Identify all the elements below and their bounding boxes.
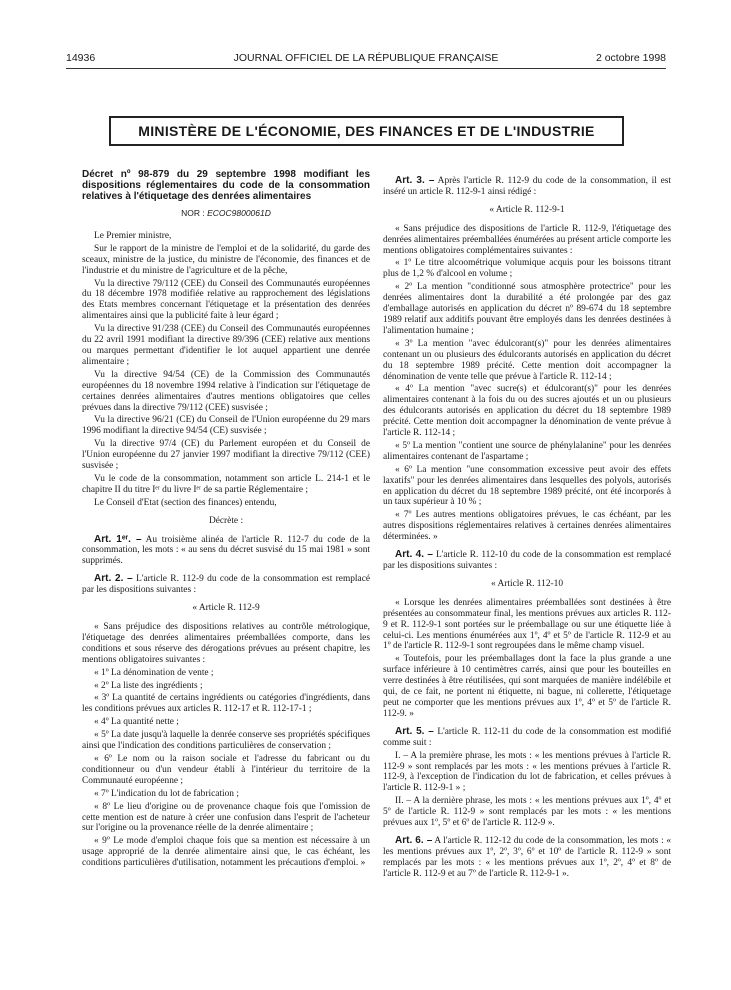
paragraph: « 1º Le titre alcoométrique volumique acquis pour les boissons titrant plus de 1,2 % d'alcool en volume ; xyxy=(383,258,671,280)
article-paragraph xyxy=(383,836,671,880)
nor-label: NOR : xyxy=(181,208,205,218)
article-label: Art. 5. – xyxy=(395,725,434,737)
paragraph: « 1º La dénomination de vente ; xyxy=(94,667,214,678)
article-paragraph xyxy=(82,574,370,596)
article-label: Art. 4. – xyxy=(395,549,433,561)
header-rule xyxy=(66,68,666,69)
publication-date: 2 octobre 1998 xyxy=(595,52,666,64)
page-header xyxy=(66,50,666,68)
nor-value: ECOC9800061D xyxy=(207,208,271,218)
article-text: Au troisième alinéa de l'article R. 112-7 du code de la consommation, les mots : « au sens du décret susvisé du 15 mai 1981 » sont supprimés. xyxy=(82,534,370,567)
paragraph: « 9º Le mode d'emploi chaque fois que sa mention est nécessaire à un usage approprié de la denrée alimentaire ainsi que, le cas échéant, les conditions particulières d'utilisation, notamment les précautions d'emploi. » xyxy=(82,836,370,869)
page-number: 14936 xyxy=(66,52,96,64)
article-label: Art. 2. – xyxy=(94,573,133,585)
paragraph: « 7º L'indication du lot de fabrication ; xyxy=(94,788,239,799)
paragraph: Vu la directive 94/54 (CE) de la Commission des Communautés européennes du 18 novembre 1994 relative à l'indication sur l'étiquetage de certaines denrées alimentaires d'autres mentions obligatoires que celles prévues dans la directive 79/112 (CEE) susvisée ; xyxy=(82,369,370,413)
paragraph: Le Premier ministre, xyxy=(94,230,172,241)
paragraph: « 2º La liste des ingrédients ; xyxy=(94,680,203,691)
left-column xyxy=(82,169,370,871)
paragraph: II. – A la dernière phrase, les mots : « les mentions prévues aux 1º, 4º et 5º de l'article R. 112-9 » sont remplacés par les mots : « les mentions prévues aux 1º, 5º et 6º de l'article R. 112-9 ». xyxy=(383,796,671,829)
decree-title: Décret nº 98-879 du 29 septembre 1998 modifiant les dispositions réglementaires du code de la consommation relatives à l'étiquetage des denrées alimentaires xyxy=(82,169,370,202)
section-heading: « Article R. 112-9-1 xyxy=(489,204,565,215)
paragraph: Vu la directive 91/238 (CEE) du Conseil des Communautés européennes du 22 avril 1991 modifiant la directive 89/396 (CEE) relative aux mentions ou marques permettant d'identifier le lot auquel appartient une denrée alimentaire ; xyxy=(82,324,370,367)
paragraph: « 3º La mention "avec édulcorant(s)" pour les denrées alimentaires contenant un ou plusieurs des édulcorants autorisés en application du décret du 18 septembre 1989 précité. Cette mention doit accompagner la dénomination de vente telle que prévue à l'article R. 112-14 ; xyxy=(383,338,671,382)
article-label: Art. 6. – xyxy=(395,834,433,846)
article-paragraph xyxy=(383,727,671,749)
section-heading: Décrète : xyxy=(208,515,244,526)
section-heading: « Article R. 112-10 xyxy=(490,578,564,589)
article-text: Après l'article R. 112-9 du code de la consommation, il est inséré un article R. 112-9-1 ainsi rédigé : xyxy=(383,176,672,197)
article-text: A l'article R. 112-12 du code de la consommation, les mots : « les mentions prévues aux 1º, 2º, 3º, 6º et 10º de l'article R. 112-9 » sont remplacés par les mots : « les mentions prévues aux 1º, 2º, 4º et 8º de l'article R. 112-9 et au 7º de l'article R. 112-9-1 ». xyxy=(383,835,672,879)
paragraph: « 7º Les autres mentions obligatoires prévues, le cas échéant, par les autres dispositions réglementaires relatives à certaines denrées alimentaires déterminées. » xyxy=(383,510,671,543)
paragraph: Vu le code de la consommation, notamment son article L. 214-1 et le chapitre II du titre Iᵉʳ du livre Iᵉʳ de sa partie Réglementaire ; xyxy=(82,473,370,495)
paragraph: Le Conseil d'Etat (section des finances) entendu, xyxy=(94,497,277,508)
article-label: Art. 3. – xyxy=(395,175,435,186)
article-paragraph xyxy=(383,550,671,572)
paragraph: « 5º La mention "contient une source de phénylalanine" pour les denrées alimentaires contenant de l'aspartame ; xyxy=(383,440,671,462)
paragraph: « 6º La mention "une consommation excessive peut avoir des effets laxatifs" pour les denrées alimentaires dans lesquelles des polyols, autorisés en application du décret du 18 septembre 1989 précité, ont été incorporés à un taux supérieur à 10 % ; xyxy=(383,464,671,508)
paragraph: I. – A la première phrase, les mots : « les mentions prévues à l'article R. 112-9 » sont remplacés par les mots : « les mentions prévues à l'article R. 112-9, à l'exception de l'indication du lot de fabrication, et celles prévues à l'article R. 112-9-1 » ; xyxy=(383,750,671,794)
article-text: L'article R. 112-9 du code de la consommation est remplacé par les dispositions suivantes : xyxy=(82,574,371,596)
ministry-banner: MINISTÈRE DE L'ÉCONOMIE, DES FINANCES ET DE L'INDUSTRIE xyxy=(109,116,624,146)
paragraph: « 4º La mention "avec sucre(s) et édulcorant(s)" pour les denrées alimentaires contenant à la fois du ou des sucres ajoutés et un ou plusieurs des édulcorants autorisés en application du décret du 18 septembre 1989 précité. Cette mention doit accompagner la dénomination de vente prévue à l'article R. 112-14 ; xyxy=(383,384,671,439)
paragraph: « 8º Le lieu d'origine ou de provenance chaque fois que l'omission de cette mention est de nature à créer une confusion dans l'esprit de l'acheteur sur l'origine ou la provenance réelle de la denrée alimentaire ; xyxy=(82,801,370,834)
right-column xyxy=(383,169,671,882)
paragraph: Sur le rapport de la ministre de l'emploi et de la solidarité, du garde des sceaux, ministre de la justice, du ministre de l'économie, des finances et de l'industrie et du ministre de l'agriculture et de la pêche, xyxy=(82,243,370,276)
article-text: L'article R. 112-11 du code de la consommation est modifié comme suit : xyxy=(383,726,671,748)
paragraph: « 5º La date jusqu'à laquelle la denrée conserve ses propriétés spécifiques ainsi que l'indication des conditions particulières de conservation ; xyxy=(82,730,370,752)
section-heading: « Article R. 112-9 xyxy=(192,603,260,614)
nor-reference xyxy=(82,208,370,219)
article-text: L'article R. 112-10 du code de la consommation est remplacé par les dispositions suivantes : xyxy=(383,550,672,571)
paragraph: « Sans préjudice des dispositions relatives au contrôle métrologique, l'étiquetage des denrées alimentaires préemballées comporte, dans les conditions et sous réserve des dérogations prévues au présent chapitre, les mentions obligatoires suivantes : xyxy=(82,622,370,665)
article-paragraph xyxy=(383,176,671,198)
article-label: Art. 1ᵉʳ. – xyxy=(94,533,142,545)
paragraph: « 6º Le nom ou la raison sociale et l'adresse du fabricant ou du conditionneur ou d'un vendeur établi à l'intérieur du territoire de la Communauté européenne ; xyxy=(82,753,370,786)
paragraph: Vu la directive 96/21 (CE) du Conseil de l'Union européenne du 29 mars 1996 modifiant la directive 94/54 (CE) susvisée ; xyxy=(82,415,370,437)
paragraph: « 3º La quantité de certains ingrédients ou catégories d'ingrédients, dans les conditions prévues aux articles R. 112-17 et R. 112-17-1 ; xyxy=(82,693,370,715)
paragraph: Vu la directive 79/112 (CEE) du Conseil des Communautés européennes du 18 décembre 1978 modifiée relative au rapprochement des législations des Etats membres concernant l'étiquetage et la présentation des denrées alimentaires ainsi que la publicité faite à leur égard ; xyxy=(82,278,370,322)
paragraph: « Sans préjudice des dispositions de l'article R. 112-9, l'étiquetage des denrées alimentaires préemballées énumérées au présent article comporte les mentions obligatoires complémentaires suivantes : xyxy=(383,223,671,256)
paragraph: « Lorsque les denrées alimentaires préemballées sont destinées à être présentées au consommateur final, les mentions prévues aux articles R. 112-9 et R. 112-9-1 sont portées sur le préemballage ou sur une étiquette liée à celui-ci. Les mentions énumérées aux 1º, 4º et 5º de l'article R. 112-9 et au 1º de l'article R. 112-9-1 sont regroupées dans le même champ visuel. xyxy=(383,597,671,652)
journal-title: JOURNAL OFFICIEL DE LA RÉPUBLIQUE FRANÇAISE xyxy=(233,52,499,64)
article-paragraph xyxy=(82,535,370,568)
paragraph: « 4º La quantité nette ; xyxy=(94,717,179,728)
paragraph: « 2º La mention "conditionné sous atmosphère protectrice" pour les denrées alimentaires dont la durabilité a été prolongée par des gaz d'emballage autorisés en application du décret nº 89-674 du 18 septembre 1989 relatif aux additifs pouvant être employés dans les denrées destinées à l'alimentation humaine ; xyxy=(383,282,671,336)
paragraph: « Toutefois, pour les préemballages dont la face la plus grande a une surface inférieure à 10 centimètres carrés, ainsi que pour les bouteilles en verre destinées à être réutilisées, qui sont marquées de manière indélébile et qui, de ce fait, ne portent ni étiquette, ni bague, ni collerette, l'étiquetage peut ne comporter que les mentions prévues aux 1º, 4º et 5º de l'article R. 112-9. » xyxy=(383,654,671,719)
paragraph: Vu la directive 97/4 (CE) du Parlement européen et du Conseil de l'Union européenne du 27 janvier 1997 modifiant la directive 79/112 (CEE) susvisée ; xyxy=(82,439,370,472)
